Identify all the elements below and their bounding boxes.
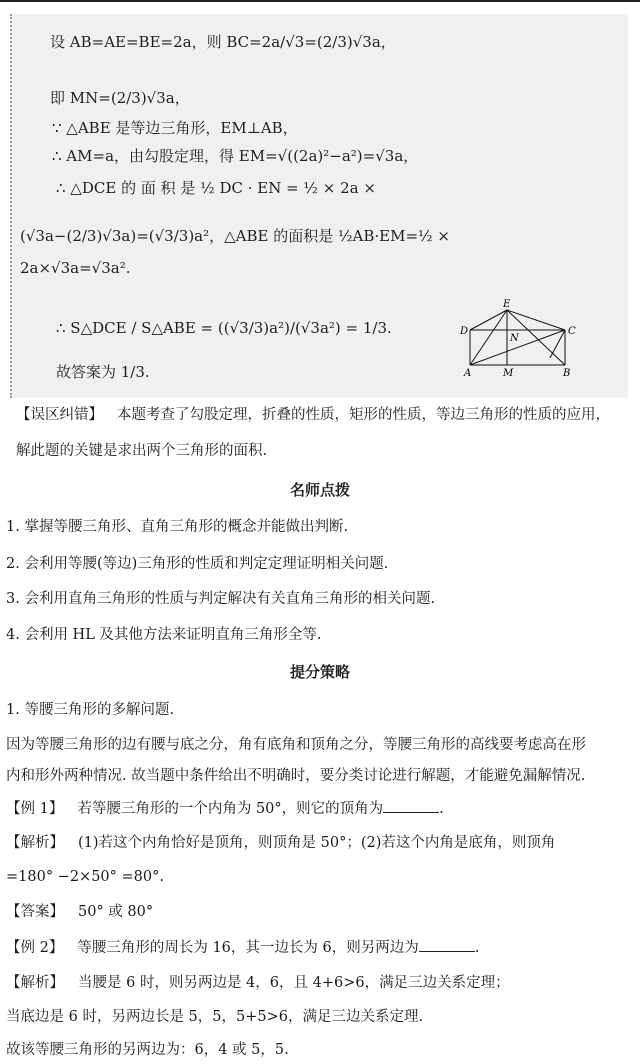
solution-line-5: ∴ △DCE 的 面 积 是 ½ DC · EN = ½ × 2a × — [56, 179, 376, 197]
tips-item-4: 4. 会利用 HL 及其他方法来证明直角三角形全等. — [6, 627, 322, 643]
edge-ce — [507, 310, 565, 330]
analysis-1-label: 【解析】 — [6, 835, 64, 851]
strategy-title: 提分策略 — [289, 663, 350, 681]
analysis-1-text-2: =180° −2×50° =80°. — [6, 869, 164, 885]
solution-line-8: ∴ S△DCE / S△ABE = ((√3/3)a²)/(√3a²) = 1/3. — [56, 319, 392, 337]
answer-1 — [6, 902, 153, 922]
wrong-fix-line-1 — [16, 405, 610, 425]
example-2-label: 【例 2】 — [6, 940, 64, 956]
top-rule — [0, 0, 640, 2]
wrong-fix-text-2: 解此题的关键是求出两个三角形的面积. — [16, 443, 268, 459]
analysis-1 — [6, 833, 555, 853]
label-m: M — [503, 368, 514, 378]
label-n: N — [510, 333, 519, 344]
example-1 — [6, 798, 444, 819]
label-e: E — [503, 299, 511, 310]
wrong-fix-text-1: 本题考查了勾股定理，折叠的性质，矩形的性质，等边三角形的性质的应用， — [117, 407, 610, 423]
analysis-2-text-2: 当底边是 6 时，另两边长是 5，5，5+5>6，满足三边关系定理. — [6, 1009, 424, 1025]
label-b: B — [563, 368, 571, 378]
tips-item-1: 1. 掌握等腰三角形、直角三角形的概念并能做出判断. — [6, 519, 349, 535]
tips-item-2: 2. 会利用等腰(等边)三角形的性质和判定定理证明相关问题. — [6, 556, 389, 572]
analysis-1-text-1: (1)若这个内角恰好是顶角，则顶角是 50°；(2)若这个内角是底角，则顶角 — [78, 835, 556, 851]
strategy-paragraph-1: 因为等腰三角形的边有腰与底之分，角有底角和顶角之分，等腰三角形的高线要考虑高在形 — [6, 737, 586, 753]
answer-blank-1 — [383, 798, 439, 813]
example-2 — [6, 937, 479, 958]
analysis-2-label: 【解析】 — [6, 975, 64, 991]
analysis-2-text-3: 故该等腰三角形的另两边为：6，4 或 5，5. — [6, 1042, 289, 1058]
analysis-2 — [6, 973, 510, 993]
solution-line-9: 故答案为 1/3. — [56, 363, 150, 381]
strategy-paragraph-2: 内和形外两种情况. 故当题中条件给出不明确时，要分类讨论进行解题，才能避免漏解情况. — [6, 768, 586, 784]
label-a: A — [464, 368, 472, 378]
example-2-text: 等腰三角形的周长为 16，其一边长为 6，则另两边为 — [77, 940, 419, 956]
example-1-text: 若等腰三角形的一个内角为 50°，则它的顶角为 — [77, 801, 384, 817]
example-2-end: . — [474, 940, 480, 956]
edge-ea — [470, 310, 507, 365]
label-c: C — [568, 326, 576, 337]
answer-blank-2 — [419, 937, 475, 952]
answer-1-text: 50° 或 80° — [78, 904, 154, 920]
example-1-end: . — [439, 801, 444, 817]
example-1-label: 【例 1】 — [6, 801, 64, 817]
solution-line-1: 设 AB=AE=BE=2a，则 BC=2a/√3=(2/3)√3a， — [50, 33, 396, 51]
strategy-item-1: 1. 等腰三角形的多解问题. — [6, 702, 175, 718]
solution-line-4: ∴ AM=a，由勾股定理，得 EM=√((2a)²−a²)=√3a， — [52, 147, 419, 165]
label-d: D — [460, 326, 469, 337]
tips-item-3: 3. 会利用直角三角形的性质与判定解决有关直角三角形的相关问题. — [6, 591, 436, 607]
wrong-fix-label: 【误区纠错】 — [16, 407, 103, 423]
answer-1-label: 【答案】 — [6, 904, 64, 920]
solution-line-2: 即 MN=(2/3)√3a， — [50, 89, 190, 107]
solution-line-3: ∵ △ABE 是等边三角形，EM⊥AB， — [52, 119, 298, 137]
analysis-2-text-1: 当腰是 6 时，则另两边是 4，6，且 4+6>6，满足三边关系定理； — [78, 975, 510, 991]
geometry-figure — [455, 298, 585, 378]
solution-line-6: (√3a−(2/3)√3a)=(√3/3)a²，△ABE 的面积是 ½AB·EM=½ × — [20, 227, 450, 245]
edge-de — [470, 310, 507, 330]
solution-line-7: 2a×√3a=√3a². — [20, 259, 131, 277]
tips-title: 名师点拨 — [289, 481, 350, 499]
